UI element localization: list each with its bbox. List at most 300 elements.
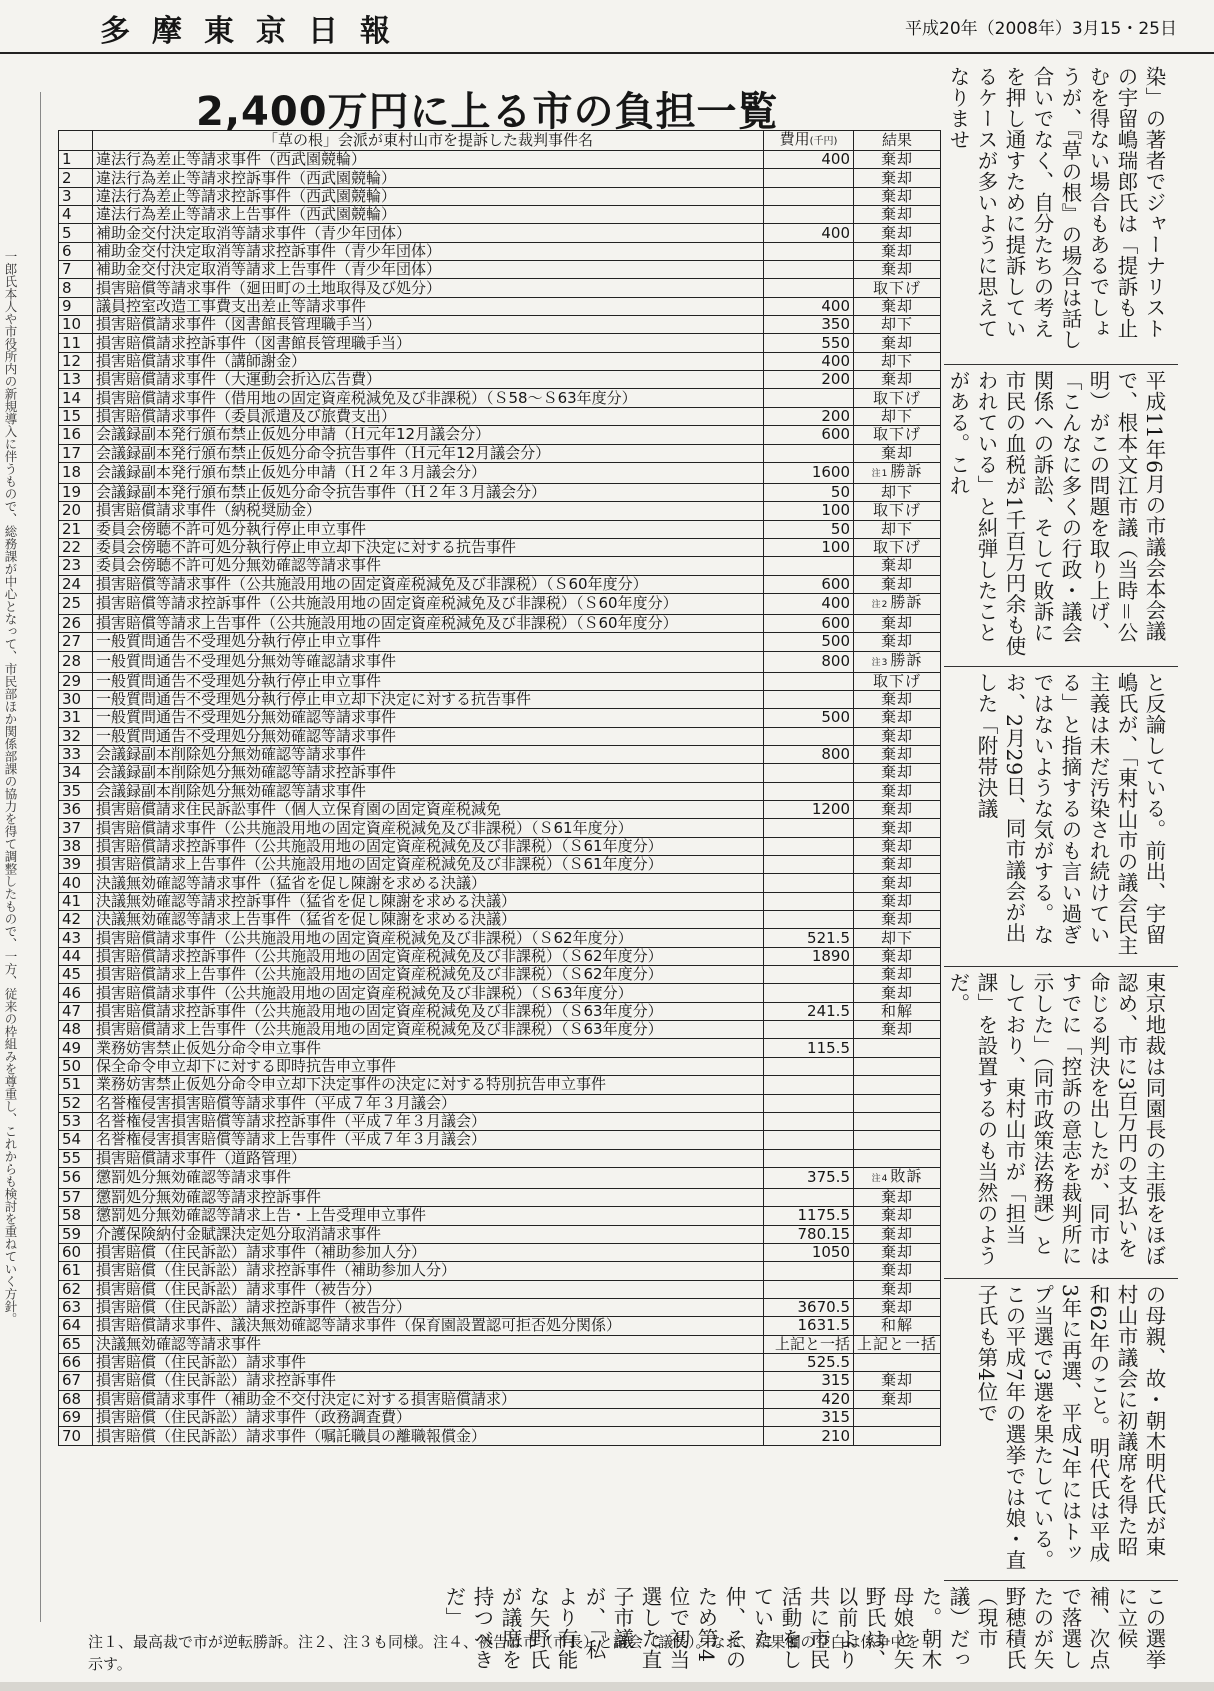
case-number: 13 — [59, 371, 93, 389]
case-name: 損害賠償請求事件（納税奨励金） — [93, 502, 764, 520]
case-name: 一般質問通告不受理処分執行停止申立事件 — [93, 672, 764, 690]
case-cost: 400 — [764, 352, 854, 370]
case-name: 損害賠償等請求控訴事件（公共施設用地の固定資産税減免及び非課税）（Ｓ60年度分） — [93, 593, 764, 614]
case-name: 懲罰処分無効確認等請求上告・上告受理申立事件 — [93, 1207, 764, 1225]
case-result-text: 棄却 — [881, 260, 914, 279]
case-result — [854, 764, 941, 782]
case-result-text: 勝訴 — [890, 461, 923, 480]
table-row — [59, 1298, 941, 1316]
case-result-text: 棄却 — [881, 443, 914, 462]
table-row — [59, 261, 941, 279]
case-number: 11 — [59, 334, 93, 352]
case-result — [854, 929, 941, 947]
case-note: 注4 — [871, 1173, 889, 1184]
case-number: 28 — [59, 651, 93, 672]
case-result — [854, 261, 941, 279]
case-name: 一般質問通告不受理処分無効確認等請求事件 — [93, 727, 764, 745]
article-block-1: 染」の著者でジャーナリストの宇留嶋瑞郎氏は「提訴も止むを得ない場合もあるでしょうが、『草の根』の場合は話し合いでなく、自分たちの考えを押し通すために提訴しているケースが多いように思えてなりませ — [946, 66, 1166, 350]
case-number: 6 — [59, 242, 93, 260]
case-result — [854, 1112, 941, 1130]
case-number: 4 — [59, 206, 93, 224]
case-cost: 400 — [764, 151, 854, 169]
case-note: 注3 — [871, 657, 889, 668]
case-name: 損害賠償請求事件（道路管理） — [93, 1149, 764, 1167]
case-number: 15 — [59, 407, 93, 425]
case-result-text: 敗訴 — [890, 1166, 923, 1185]
case-number: 69 — [59, 1409, 93, 1427]
case-number: 52 — [59, 1094, 93, 1112]
case-cost — [764, 911, 854, 929]
case-result-text: 棄却 — [881, 745, 914, 764]
case-result-text: 棄却 — [881, 965, 914, 984]
case-cost: 200 — [764, 371, 854, 389]
case-cost: 600 — [764, 426, 854, 444]
result-header: 結果 — [854, 131, 941, 151]
case-result-text: 棄却 — [881, 1243, 914, 1262]
table-row — [59, 856, 941, 874]
table-row — [59, 874, 941, 892]
table-row — [59, 224, 941, 242]
case-number: 44 — [59, 947, 93, 965]
case-number: 33 — [59, 745, 93, 763]
case-name: 懲罰処分無効確認等請求控訴事件 — [93, 1188, 764, 1206]
case-result — [854, 1021, 941, 1039]
case-cost — [764, 444, 854, 462]
case-result — [854, 614, 941, 632]
case-result — [854, 782, 941, 800]
case-result-text: 棄却 — [881, 370, 914, 389]
case-number: 26 — [59, 614, 93, 632]
case-cost — [764, 1076, 854, 1094]
case-number: 61 — [59, 1262, 93, 1280]
table-row — [59, 593, 941, 614]
adjacent-article-edge: 一郎氏本人や市役所内の新規導入に伴うもので、総務課が中心となって、市民部ほか関係部課の協力を得て調整したもので、一方、従来の枠組みを尊重し、これからも検討を重ねていく方針。 — [3, 250, 18, 1325]
case-result — [854, 483, 941, 501]
case-name: 損害賠償請求事件（公共施設用地の固定資産税減免及び非課税）（Ｓ62年度分） — [93, 929, 764, 947]
case-result-text: 棄却 — [881, 168, 914, 187]
case-cost — [764, 261, 854, 279]
case-number: 62 — [59, 1280, 93, 1298]
case-result — [854, 801, 941, 819]
case-name: 補助金交付決定取消等請求事件（青少年団体） — [93, 224, 764, 242]
case-number: 10 — [59, 316, 93, 334]
table-row — [59, 1094, 941, 1112]
case-number: 60 — [59, 1243, 93, 1261]
case-number: 21 — [59, 520, 93, 538]
table-row — [59, 672, 941, 690]
case-name: 介護保険納付金賦課決定処分取消請求事件 — [93, 1225, 764, 1243]
case-cost: 500 — [764, 633, 854, 651]
table-row — [59, 1149, 941, 1167]
table-row — [59, 1002, 941, 1020]
case-result — [854, 151, 941, 169]
case-number: 48 — [59, 1021, 93, 1039]
table-row — [59, 801, 941, 819]
case-cost — [764, 1149, 854, 1167]
table-row — [59, 1335, 941, 1353]
case-cost — [764, 187, 854, 205]
no-header — [59, 131, 93, 151]
case-result — [854, 1002, 941, 1020]
case-result-text: 棄却 — [881, 836, 914, 855]
case-result-text: 却下 — [881, 483, 914, 502]
header-rule — [0, 52, 1214, 54]
case-result — [854, 297, 941, 315]
case-result — [854, 502, 941, 520]
case-result-text: 却下 — [881, 519, 914, 538]
case-cost — [764, 242, 854, 260]
case-note: 注1 — [871, 468, 889, 479]
table-row — [59, 819, 941, 837]
table-row — [59, 1207, 941, 1225]
case-number: 35 — [59, 782, 93, 800]
case-result-text: 和解 — [881, 1316, 914, 1335]
case-result — [854, 334, 941, 352]
case-result — [854, 1149, 941, 1167]
table-row — [59, 1390, 941, 1408]
case-name: 損害賠償（住民訴訟）請求控訴事件（補助参加人分） — [93, 1262, 764, 1280]
case-cost: 525.5 — [764, 1353, 854, 1371]
case-number: 47 — [59, 1002, 93, 1020]
case-result-text: 棄却 — [881, 891, 914, 910]
case-cost — [764, 764, 854, 782]
case-result-text: 和解 — [881, 1001, 914, 1020]
case-cost: 100 — [764, 538, 854, 556]
table-row — [59, 169, 941, 187]
case-name: 決議無効確認等請求控訴事件（猛省を促し陳謝を求める決議） — [93, 892, 764, 910]
case-name: 一般質問通告不受理処分無効等確認請求事件 — [93, 651, 764, 672]
case-result — [854, 279, 941, 297]
case-name: 損害賠償請求控訴事件（公共施設用地の固定資産税減免及び非課税）（Ｓ63年度分） — [93, 1002, 764, 1020]
table-row — [59, 187, 941, 205]
article-divider — [944, 1580, 1178, 1581]
case-name: 一般質問通告不受理処分執行停止申立却下決定に対する抗告事件 — [93, 690, 764, 708]
table-row — [59, 1057, 941, 1075]
case-number: 29 — [59, 672, 93, 690]
table-row — [59, 1167, 941, 1188]
case-name: 会議録副本発行頒布禁止仮処分申請（Ｈ元年12月議会分） — [93, 426, 764, 444]
table-row — [59, 371, 941, 389]
case-cost: 1175.5 — [764, 1207, 854, 1225]
case-result — [854, 1390, 941, 1408]
table-row — [59, 462, 941, 483]
case-name: 損害賠償請求控訴事件（図書館長管理職手当） — [93, 334, 764, 352]
case-cost: 350 — [764, 316, 854, 334]
case-result — [854, 1188, 941, 1206]
case-number: 43 — [59, 929, 93, 947]
case-result-text: 取下げ — [873, 278, 922, 297]
case-name: 会議録副本削除処分無効確認等請求事件 — [93, 745, 764, 763]
case-name: 委員会傍聴不許可処分執行停止申立事件 — [93, 520, 764, 538]
case-name: 損害賠償請求控訴事件（公共施設用地の固定資産税減免及び非課税）（Ｓ62年度分） — [93, 947, 764, 965]
case-result-text: 棄却 — [881, 223, 914, 242]
case-result — [854, 947, 941, 965]
case-cost — [764, 557, 854, 575]
page-bottom-edge — [0, 1682, 1214, 1691]
table-row — [59, 764, 941, 782]
case-cost: 315 — [764, 1409, 854, 1427]
case-number: 54 — [59, 1131, 93, 1149]
case-cost — [764, 984, 854, 1002]
case-result — [854, 633, 941, 651]
case-result — [854, 1057, 941, 1075]
case-name: 損害賠償請求上告事件（公共施設用地の固定資産税減免及び非課税）（Ｓ61年度分） — [93, 856, 764, 874]
case-cost: 780.15 — [764, 1225, 854, 1243]
case-cost: 1631.5 — [764, 1317, 854, 1335]
case-result — [854, 1076, 941, 1094]
case-name: 名誉権侵害損害賠償等請求上告事件（平成７年３月議会） — [93, 1131, 764, 1149]
case-result-text: 棄却 — [881, 1261, 914, 1280]
case-result-text: 棄却 — [881, 1298, 914, 1317]
case-number: 19 — [59, 483, 93, 501]
case-result — [854, 819, 941, 837]
case-result — [854, 169, 941, 187]
case-result — [854, 389, 941, 407]
case-name: 損害賠償請求住民訴訟事件（個人立保育園の固定資産税減免 — [93, 801, 764, 819]
case-name: 一般質問通告不受理処分執行停止申立事件 — [93, 633, 764, 651]
case-name: 一般質問通告不受理処分無効確認等請求事件 — [93, 709, 764, 727]
case-name: 損害賠償請求控訴事件（公共施設用地の固定資産税減免及び非課税）（Ｓ61年度分） — [93, 837, 764, 855]
table-row — [59, 892, 941, 910]
case-name: 損害賠償請求上告事件（公共施設用地の固定資産税減免及び非課税）（Ｓ63年度分） — [93, 1021, 764, 1039]
case-result-text: 棄却 — [881, 763, 914, 782]
table-row — [59, 1112, 941, 1130]
case-name: 業務妨害禁止仮処分命令申立却下決定事件の決定に対する特別抗告申立事件 — [93, 1076, 764, 1094]
newspaper-name: 多摩東京日報 — [100, 14, 412, 49]
case-cost: 600 — [764, 575, 854, 593]
case-result — [854, 1207, 941, 1225]
case-result — [854, 1280, 941, 1298]
case-cost: 50 — [764, 520, 854, 538]
case-number: 23 — [59, 557, 93, 575]
case-number: 30 — [59, 690, 93, 708]
cost-header — [764, 131, 854, 151]
case-number: 24 — [59, 575, 93, 593]
case-result-text: 棄却 — [881, 614, 914, 633]
table-row — [59, 745, 941, 763]
table-row — [59, 242, 941, 260]
case-number: 2 — [59, 169, 93, 187]
case-cost: 550 — [764, 334, 854, 352]
case-result-text: 棄却 — [881, 632, 914, 651]
case-result — [854, 745, 941, 763]
case-result — [854, 1298, 941, 1316]
table-row — [59, 389, 941, 407]
case-cost — [764, 672, 854, 690]
table-row — [59, 316, 941, 334]
table-row — [59, 1225, 941, 1243]
case-cost: 1050 — [764, 1243, 854, 1261]
case-number: 9 — [59, 297, 93, 315]
case-name: 違法行為差止等請求事件（西武園競輪） — [93, 151, 764, 169]
case-number: 59 — [59, 1225, 93, 1243]
table-row — [59, 984, 941, 1002]
case-result-text: 棄却 — [881, 333, 914, 352]
table-row — [59, 206, 941, 224]
case-cost — [764, 727, 854, 745]
case-name: 保全命令申立却下に対する即時抗告申立事件 — [93, 1057, 764, 1075]
case-number: 55 — [59, 1149, 93, 1167]
case-number: 17 — [59, 444, 93, 462]
case-number: 12 — [59, 352, 93, 370]
case-result — [854, 709, 941, 727]
case-name: 補助金交付決定取消等請求上告事件（青少年団体） — [93, 261, 764, 279]
case-result-text: 却下 — [881, 928, 914, 947]
case-result — [854, 407, 941, 425]
case-name: 懲罰処分無効確認等請求事件 — [93, 1167, 764, 1188]
case-result-text: 棄却 — [881, 800, 914, 819]
article-block-2: 平成11年6月の市議会本会議で、根本文江市議（当時＝公明）がこの問題を取り上げ、「こんなに多くの行政・議会関係への訴訟、そして敗訴に市民の血税が1千百万円余も使われている」と糾弾したことがある。これ — [946, 370, 1166, 657]
article-divider — [944, 966, 1178, 967]
table-row — [59, 352, 941, 370]
case-cost: 200 — [764, 407, 854, 425]
case-result — [854, 1262, 941, 1280]
case-number: 67 — [59, 1372, 93, 1390]
case-result — [854, 837, 941, 855]
case-name: 業務妨害禁止仮処分命令申立事件 — [93, 1039, 764, 1057]
table-row — [59, 1039, 941, 1057]
case-name: 損害賠償請求事件（講師謝金） — [93, 352, 764, 370]
case-name: 損害賠償（住民訴訟）請求事件 — [93, 1353, 764, 1371]
case-result-text: 棄却 — [881, 726, 914, 745]
case-result — [854, 1353, 941, 1371]
case-number: 36 — [59, 801, 93, 819]
table-row — [59, 444, 941, 462]
case-cost: 3670.5 — [764, 1298, 854, 1316]
case-result-text: 上記と一括 — [857, 1334, 938, 1353]
case-result — [854, 1243, 941, 1261]
table-row — [59, 483, 941, 501]
case-cost — [764, 1021, 854, 1039]
case-cost — [764, 819, 854, 837]
case-name: 会議録副本発行頒布禁止仮処分命令抗告事件（Ｈ元年12月議会分） — [93, 444, 764, 462]
table-row — [59, 727, 941, 745]
table-row — [59, 520, 941, 538]
table-row — [59, 426, 941, 444]
case-result — [854, 856, 941, 874]
case-cost — [764, 892, 854, 910]
case-number: 1 — [59, 151, 93, 169]
table-row — [59, 1317, 941, 1335]
article-block-6: この選挙に立候補、次点で落選したのが矢野穂積氏（現市議）だった。朝木母娘と矢野氏は、以前より共に市民活動をしていた仲、そのため第4位で初当選した直子市議が、「私より有能な矢野氏が議席を持つべきだ」 — [442, 1586, 1166, 1670]
case-result — [854, 727, 941, 745]
case-name: 決議無効確認等請求上告事件（猛省を促し陳謝を求める決議） — [93, 911, 764, 929]
case-name: 委員会傍聴不許可処分執行停止申立却下決定に対する抗告事件 — [93, 538, 764, 556]
case-result-text: 棄却 — [881, 1020, 914, 1039]
case-name: 違法行為差止等請求控訴事件（西武園競輪） — [93, 187, 764, 205]
table-row — [59, 690, 941, 708]
case-name: 補助金交付決定取消等請求控訴事件（青少年団体） — [93, 242, 764, 260]
table-row — [59, 1188, 941, 1206]
article-block-4: 東京地裁は同園長の主張をほぼ認め、市に3百万円の支払いを命じる判決を出したが、同市はすでに「控訴の意志を裁判所に示した」（同市政策法務課）としており、東村山市が「担当課」を設置するのも当然のようだ。 — [946, 972, 1166, 1266]
table-row — [59, 633, 941, 651]
case-result-text: 取下げ — [873, 538, 922, 557]
table-footnote: 注１、最高裁で市が逆転勝訴。注２、注３も同様。注４、被告は市（市長）と議会（議長）。なお、結果欄の空白は係争中を示す。 — [88, 1633, 921, 1673]
case-name: 損害賠償（住民訴訟）請求事件（嘱託職員の離職報償金） — [93, 1427, 764, 1445]
case-name: 損害賠償（住民訴訟）請求事件（被告分） — [93, 1280, 764, 1298]
case-result-text: 取下げ — [873, 501, 922, 520]
case-number: 57 — [59, 1188, 93, 1206]
case-number: 20 — [59, 502, 93, 520]
case-result-text: 棄却 — [881, 241, 914, 260]
case-result-text: 勝訴 — [890, 650, 923, 669]
case-result — [854, 352, 941, 370]
case-number: 22 — [59, 538, 93, 556]
case-cost: 600 — [764, 614, 854, 632]
case-name-header: 「草の根」会派が東村山市を提訴した裁判事件名 — [93, 131, 764, 151]
table-row — [59, 709, 941, 727]
table-row — [59, 151, 941, 169]
case-name: 議員控室改造工事費支出差止等請求事件 — [93, 297, 764, 315]
table-row — [59, 279, 941, 297]
case-number: 50 — [59, 1057, 93, 1075]
case-number: 3 — [59, 187, 93, 205]
case-result — [854, 187, 941, 205]
case-cost — [764, 856, 854, 874]
case-result — [854, 444, 941, 462]
case-name: 委員会傍聴不許可処分無効確認等請求事件 — [93, 557, 764, 575]
case-result-text: 棄却 — [881, 781, 914, 800]
table-header-row — [59, 131, 941, 151]
table-row — [59, 911, 941, 929]
case-cost: 800 — [764, 745, 854, 763]
case-name: 会議録副本削除処分無効確認等請求控訴事件 — [93, 764, 764, 782]
case-name: 損害賠償請求上告事件（公共施設用地の固定資産税減免及び非課税）（Ｓ62年度分） — [93, 966, 764, 984]
case-number: 64 — [59, 1317, 93, 1335]
table-row — [59, 1131, 941, 1149]
case-result — [854, 316, 941, 334]
table-row — [59, 538, 941, 556]
table-row — [59, 1353, 941, 1371]
table-row — [59, 1409, 941, 1427]
cost-header-label: 費用 — [779, 130, 810, 148]
case-result — [854, 1372, 941, 1390]
case-result — [854, 1225, 941, 1243]
case-name: 損害賠償（住民訴訟）請求事件（補助参加人分） — [93, 1243, 764, 1261]
article-block-3: と反論している。前出、宇留嶋氏が、「東村山市の議会民主主義は未だ汚染され続けている」と指摘するのも言い過ぎではないような気がする。なお、2月29日、同市議会が出した「附帯決議 — [974, 672, 1166, 956]
case-result — [854, 557, 941, 575]
case-result-text: 棄却 — [881, 1224, 914, 1243]
case-cost: 115.5 — [764, 1039, 854, 1057]
article-divider — [944, 364, 1178, 365]
article-divider — [944, 666, 1178, 667]
case-cost: 上記と一括 — [764, 1335, 854, 1353]
case-name: 会議録副本発行頒布禁止仮処分命令抗告事件（Ｈ２年３月議会分） — [93, 483, 764, 501]
case-number: 40 — [59, 874, 93, 892]
case-name: 名誉権侵害損害賠償等請求事件（平成７年３月議会） — [93, 1094, 764, 1112]
case-result — [854, 690, 941, 708]
case-cost: 400 — [764, 593, 854, 614]
case-cost — [764, 1188, 854, 1206]
case-cost — [764, 1094, 854, 1112]
case-number: 65 — [59, 1335, 93, 1353]
case-result — [854, 1094, 941, 1112]
table-row — [59, 297, 941, 315]
table-row — [59, 651, 941, 672]
case-result-text: 棄却 — [881, 708, 914, 727]
case-number: 27 — [59, 633, 93, 651]
case-result — [854, 1427, 941, 1445]
case-number: 63 — [59, 1298, 93, 1316]
case-result — [854, 371, 941, 389]
case-name: 損害賠償請求事件（公共施設用地の固定資産税減免及び非課税）（Ｓ61年度分） — [93, 819, 764, 837]
case-cost — [764, 874, 854, 892]
case-number: 38 — [59, 837, 93, 855]
column-divider — [40, 92, 41, 1622]
case-cost — [764, 1112, 854, 1130]
case-cost — [764, 966, 854, 984]
table-row — [59, 837, 941, 855]
